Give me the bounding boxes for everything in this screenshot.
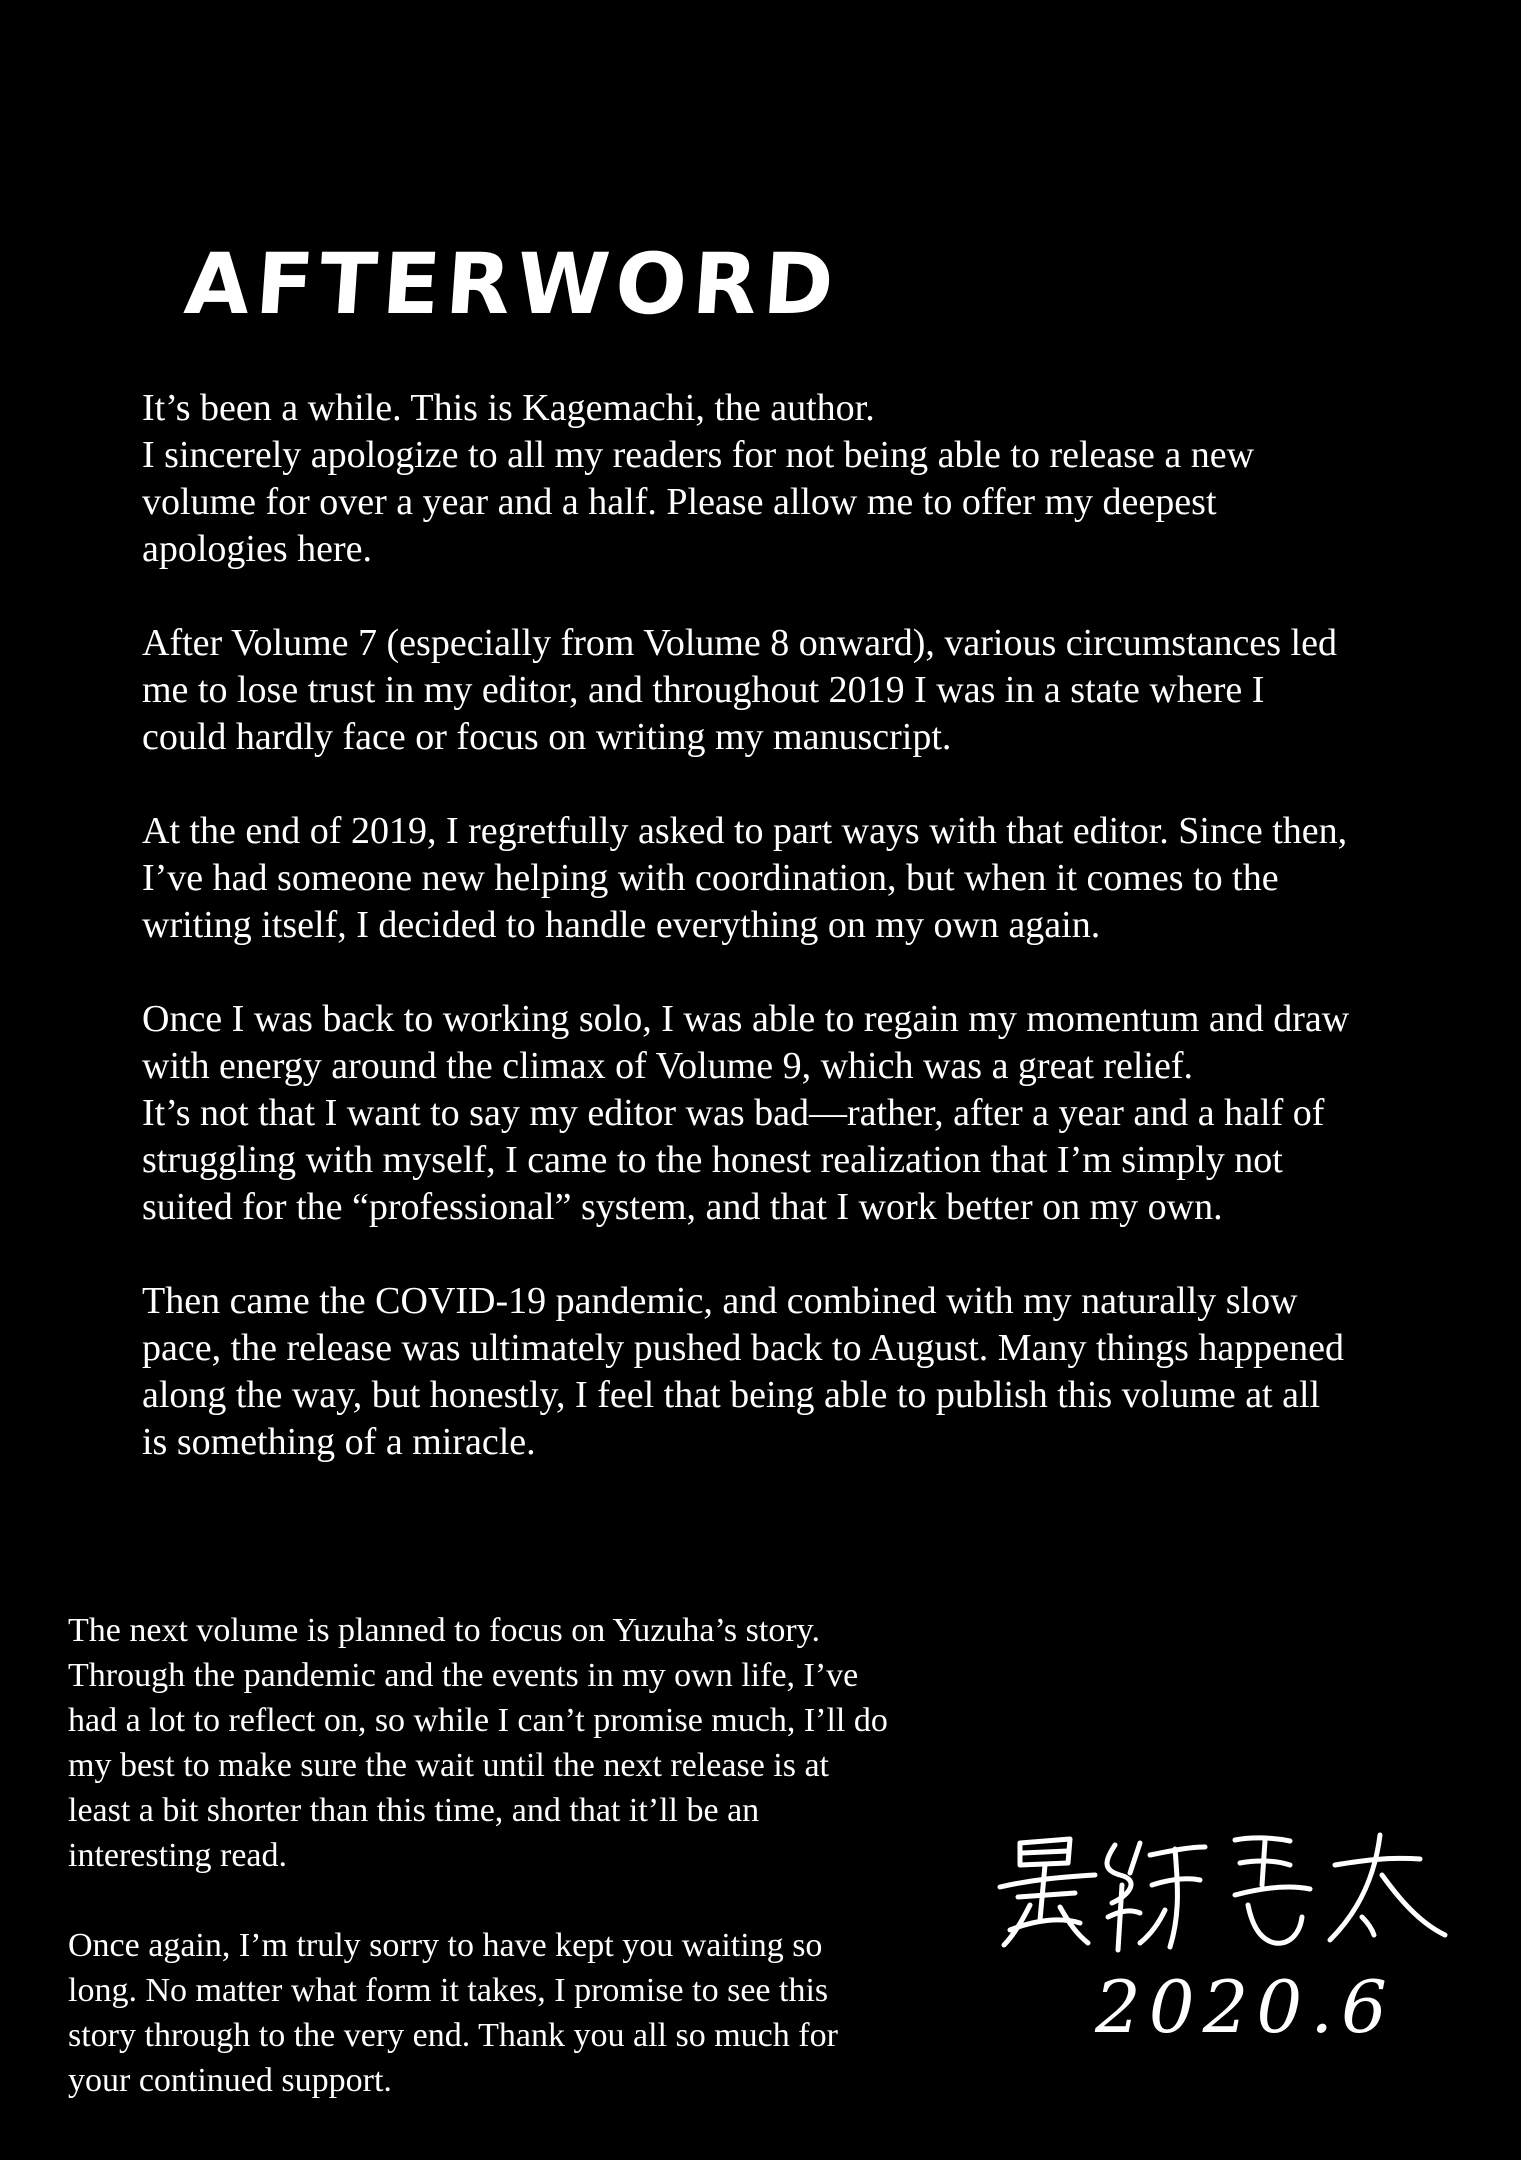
page-title: AFTERWORD [181,235,843,333]
text-line: Then came the COVID-19 pandemic, and combined with my naturally slow [142,1280,1298,1322]
text-line: is something of a miracle. [142,1421,536,1463]
text-line: apologies here. [142,528,373,570]
closing-text [68,1608,1008,2148]
text-line: interesting read. [68,1837,288,1874]
text-line: It’s not that I want to say my editor was bad—rather, after a year and a half of [142,1092,1325,1134]
text-line: At the end of 2019, I regretfully asked to part ways with that editor. Since then, [142,810,1348,852]
text-line: along the way, but honestly, I feel that being able to publish this volume at all [142,1374,1321,1416]
closing-paragraph-2 [68,1923,1008,2103]
text-line: long. No matter what form it takes, I promise to see this [68,1972,829,2009]
paragraph-1 [142,385,1442,573]
closing-paragraph-1 [68,1608,1008,1878]
main-text [142,385,1442,1513]
text-line: volume for over a year and a half. Please allow me to offer my deepest [142,481,1217,523]
text-line: me to lose trust in my editor, and throughout 2019 I was in a state where I [142,669,1265,711]
paragraph-5 [142,1278,1442,1466]
text-line: least a bit shorter than this time, and that it’ll be an [68,1792,760,1829]
text-line: story through to the very end. Thank you all so much for [68,2017,838,2054]
text-line: After Volume 7 (especially from Volume 8 onward), various circumstances led [142,622,1337,664]
text-line: Once again, I’m truly sorry to have kept you waiting so [68,1927,823,1964]
author-signature [990,1825,1450,1965]
text-line: I’ve had someone new helping with coordination, but when it comes to the [142,857,1279,899]
paragraph-2 [142,620,1442,761]
signature-date: 2020.6 [1095,1965,1395,2049]
text-line: with energy around the climax of Volume 9, which was a great relief. [142,1045,1194,1087]
text-line: my best to make sure the wait until the next release is at [68,1747,829,1784]
text-line: I sincerely apologize to all my readers for not being able to release a new [142,434,1255,476]
text-line: suited for the “professional” system, and that I work better on my own. [142,1186,1223,1228]
paragraph-4 [142,996,1442,1231]
paragraph-3 [142,808,1442,949]
text-line: struggling with myself, I came to the honest realization that I’m simply not [142,1139,1283,1181]
text-line: could hardly face or focus on writing my manuscript. [142,716,952,758]
text-line: pace, the release was ultimately pushed back to August. Many things happened [142,1327,1344,1369]
text-line: Once I was back to working solo, I was able to regain my momentum and draw [142,998,1350,1040]
text-line: Through the pandemic and the events in my own life, I’ve [68,1657,859,1694]
text-line: The next volume is planned to focus on Yuzuha’s story. [68,1612,820,1649]
text-line: had a lot to reflect on, so while I can’t promise much, I’ll do [68,1702,888,1739]
text-line: writing itself, I decided to handle everything on my own again. [142,904,1101,946]
text-line: your continued support. [68,2062,392,2099]
text-line: It’s been a while. This is Kagemachi, the author. [142,387,875,429]
